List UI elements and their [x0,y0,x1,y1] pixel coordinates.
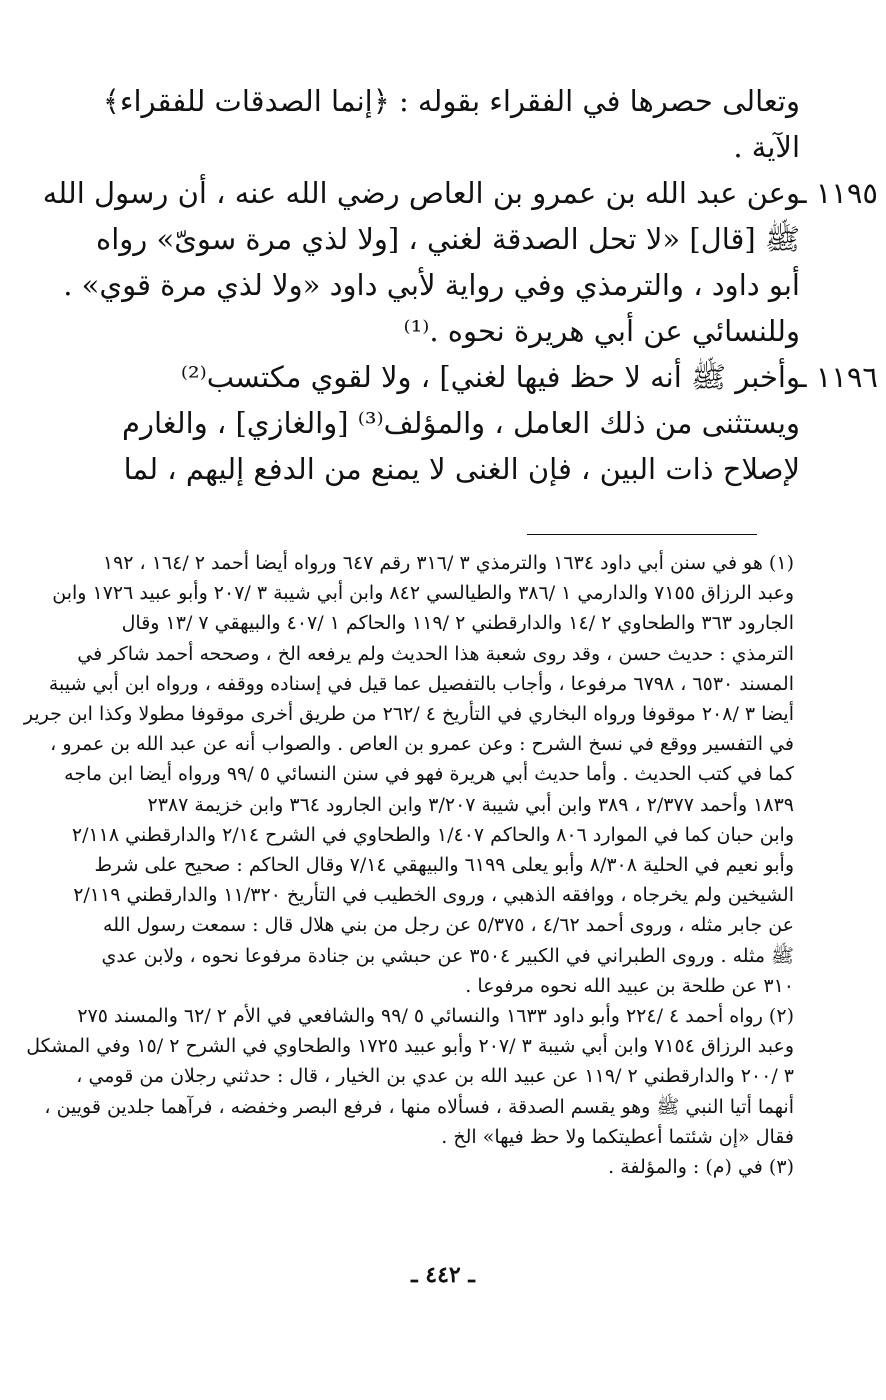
hadith-1196 [92,354,878,492]
footnote-line: المسند ٦٥٣٠ ، ٦٧٩٨ مرفوعا ، وأجاب بالتفصيل عما قيل في إسناده ووقفه ، ورواه ابن أبي شيبة [48,672,794,695]
footnote-line: الشيخين ولم يخرجاه ، ووافقه الذهبي ، وروى الخطيب في التأريخ ١١/٣٢٠ والدارقطني ٢/١١٩ [73,884,794,907]
footnote-line: الجارود ٣٦٣ والطحاوي ٢ /١٤ والدارقطني ٢ /١١٩ والحاكم ١ /٤٠٧ والبيهقي ٧ /١٣ وقال [121,612,794,635]
text-line: أبو داود ، والترمذي وفي رواية لأبي داود «ولا لذي مرة قوي» . [63,268,800,302]
hadith-number: ١١٩٥ ـ [797,176,878,210]
footnote-line: في التفسير ووقع في نسخ الشرح : وعن عمرو بن العاص . والصواب أنه عن عبد الله بن عمرو ، [50,733,794,756]
footnote-line: وعبد الرزاق ٧١٥٥ والدارمي ١ /٣٨٦ والطيالسي ٨٤٢ وابن أبي شيبة ٣ /٢٠٧ وأبو عبيد ١٧٢٦ وابن [52,582,794,605]
text-line: وأخبر ﷺ أنه لا حظ فيها لغني] ، ولا لقوي مكتسب⁽²⁾ [180,360,800,394]
footnote-line: أنهما أتيا النبي ﷺ وهو يقسم الصدقة ، فسألاه منها ، فرفع البصر وخفضه ، فرآهما جلدين قويين ، [44,1095,794,1118]
footnote-line: عن جابر مثله ، وروى أحمد ٤/٦٢ ، ٥/٣٧٥ عن رجل من بني هلال قال : سمعت رسول الله [103,914,794,937]
hadith-number: ١١٩٦ ـ [797,360,878,394]
footnote-line: وعبد الرزاق ٧١٥٤ وابن أبي شيبة ٣ /٢٠٧ وأبو عبيد ١٧٢٥ والطحاوي في الشرح ٢ /١٥ وفي المشكل [26,1035,794,1058]
footnote-divider [527,534,757,535]
text-line: وعن عبد الله بن عمرو بن العاص رضي الله عنه ، أن رسول الله [42,176,800,210]
footnote-line: الترمذي : حديث حسن ، وقد روى شعبة هذا الحديث ولم يرفعه الخ ، وصححه أحمد شاكر في [77,642,794,665]
text-line: ويستثنى من ذلك العامل ، والمؤلف⁽³⁾ [والغازي] ، والغارم [122,406,800,440]
footnote-line: (٢) رواه أحمد ٤ /٢٢٤ وأبو داود ١٦٣٣ والنسائي ٥ /٩٩ والشافعي في الأم ٢ /٦٢ والمسند ٢٧٥ [77,1005,794,1028]
footnote-line: (١) هو في سنن أبي داود ١٦٣٤ والترمذي ٣ /٣١٦ رقم ٦٤٧ ورواه أيضا أحمد ٢ /١٦٤ ، ١٩٢ [102,552,794,574]
footnote-line: فقال «إن شئتما أعطيتكما ولا حظ فيها» الخ . [441,1125,794,1148]
page-number: ـ ٤٤٢ ـ [411,1262,475,1288]
footnote-line: أيضا ٣ /٢٠٨ موقوفا ورواه البخاري في التأريخ ٤ /٢٦٢ من طريق أخرى موقوفا مطولا وكذا ابن جرير [23,703,794,726]
footnote-line: ١٨٣٩ وأحمد ٢/٣٧٧ ، ٣٨٩ وابن أبي شيبة ٣/٢٠٧ وابن الجارود ٣٦٤ وابن خزيمة ٢٣٨٧ [147,793,794,816]
main-text [42,78,878,492]
hadith-1195 [42,170,878,354]
text-line: ﷺ [قال] «لا تحل الصدقة لغني ، [ولا لذي مرة سوىّ» رواه [96,222,800,256]
footnote-line: كما في كتب الحديث . وأما حديث أبي هريرة فهو في سنن النسائي ٥ /٩٩ ورواه أيضا ابن ماجه [64,763,794,786]
text-line: لإصلاح ذات البين ، فإن الغنى لا يمنع من الدفع إليهم ، لما [123,452,800,486]
text-line: وللنسائي عن أبي هريرة نحوه .⁽¹⁾ [403,314,800,348]
footnote-line: ٣١٠ عن طلحة بن عبيد الله نحوه مرفوعا . [465,974,794,997]
footnote-line: وأبو نعيم في الحلية ٨/٣٠٨ وأبو يعلى ٦١٩٩ والبيهقي ٧/١٤ وقال الحاكم : صحيح على شرط [94,854,794,877]
footnote-line: (٣) في (م) : والمؤلفة . [608,1156,794,1179]
footnotes [23,548,794,1182]
text-line: وتعالى حصرها في الفقراء بقوله : ﴿إنما الصدقات للفقراء﴾ [102,84,800,118]
footnote-line: ٣ /٢٠٠ والدارقطني ٢ /١١٩ عن عبيد الله بن عدي بن الخيار ، قال : حدثني رجلان من قومي ، [76,1065,794,1088]
footnote-line: وابن حبان كما في الموارد ٨٠٦ والحاكم ١/٤٠٧ والطحاوي في الشرح ٢/١٤ والدارقطني ٢/١١٨ [71,823,794,846]
text-line: الآية . [733,130,800,164]
footnote-line: ﷺ مثله . وروى الطبراني في الكبير ٣٥٠٤ عن حبشي بن جنادة مرفوعا نحوه ، ولابن عدي [101,944,794,967]
